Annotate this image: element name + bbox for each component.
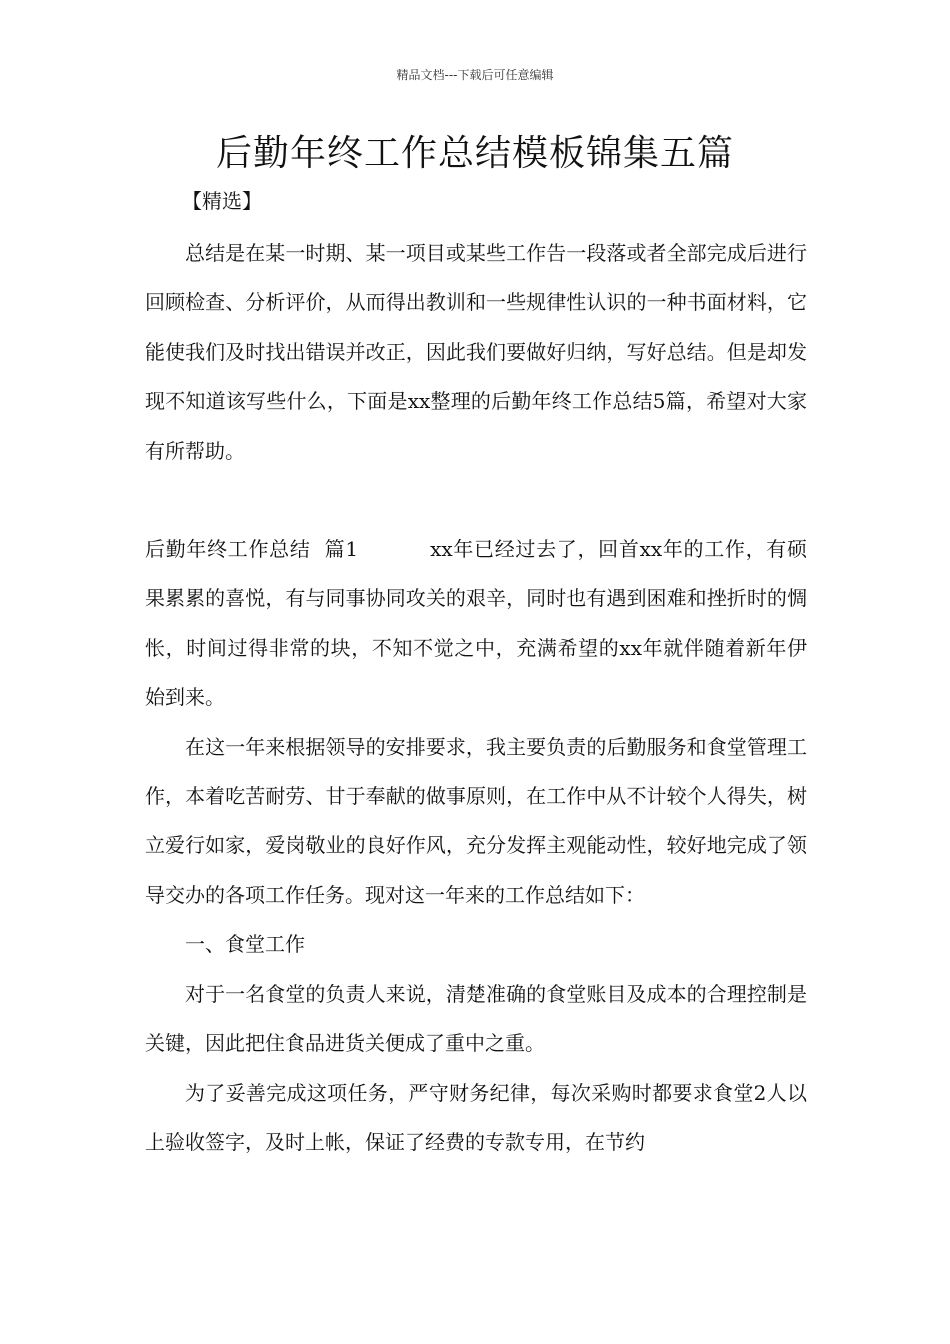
document-body <box>145 229 807 1167</box>
header-note: 精品文档---下载后可任意编辑 <box>396 68 554 82</box>
body-paragraph: 对于一名食堂的负责人来说，清楚准确的食堂账目及成本的合理控制是关键，因此把住食品进货关便成了重中之重。 <box>145 981 807 1056</box>
featured-tag: 【精选】 <box>182 189 262 213</box>
body-paragraph: 为了妥善完成这项任务，严守财务纪律，每次采购时都要求食堂2人以上验收签字，及时上帐，保证了经费的专款专用，在节约 <box>145 1080 807 1154</box>
body-paragraph: 在这一年来根据领导的安排要求，我主要负责的后勤服务和食堂管理工作，本着吃苦耐劳、甘于奉献的做事原则，在工作中从不计较个人得失，树立爱行如家，爱岗敬业的良好作风，充分发挥主观能动性，较好地完成了领导交办的各项工作任务。现对这一年来的工作总结如下： <box>145 734 807 907</box>
intro-paragraph: 总结是在某一时期、某一项目或某些工作告一段落或者全部完成后进行回顾检查、分析评价，从而得出教训和一些规律性认识的一种书面材料，它能使我们及时找出错误并改正，因此我们要做好归纳，写好总结。但是却发现不知道该写些什么，下面是xx整理的后勤年终工作总结5篇，希望对大家有所帮助。 <box>145 241 807 463</box>
document-title: 后勤年终工作总结模板锦集五篇 <box>215 133 734 174</box>
section-1-heading: 后勤年终工作总结 篇1 <box>145 537 359 562</box>
section-subheading: 一、食堂工作 <box>185 932 305 957</box>
section-1-opening-text: xx年已经过去了，回首xx年的工作，有硕果累累的喜悦，有与同事协同攻关的艰辛，同时也有遇到困难和挫折时的惆怅，时间过得非常的块，不知不觉之中，充满希望的xx年就伴随着新年伊始到来。 <box>145 537 807 710</box>
section-1-opening <box>145 525 807 723</box>
paragraph-gap <box>145 476 807 525</box>
